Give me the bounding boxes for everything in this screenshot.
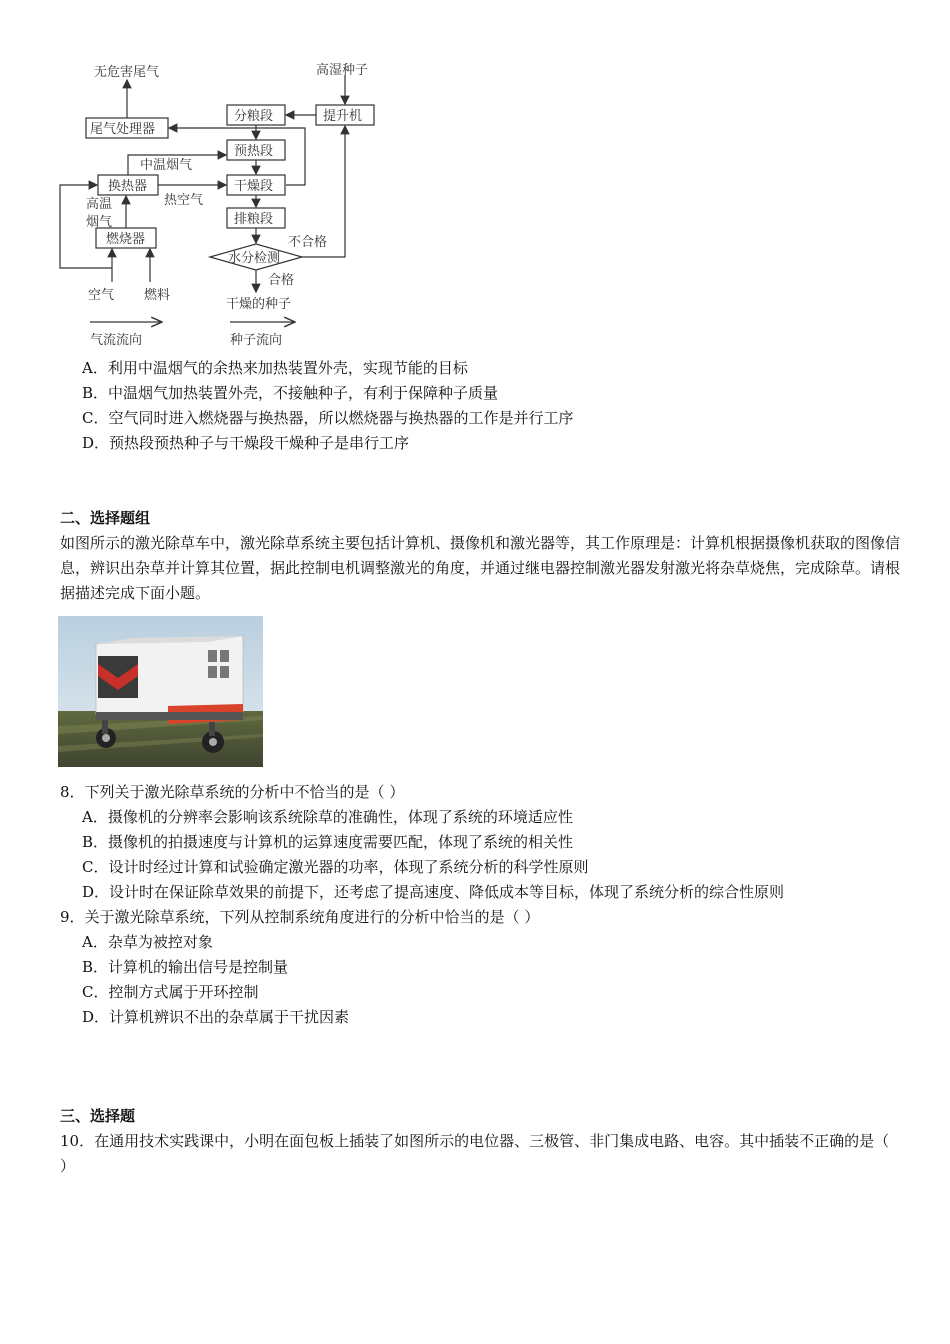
q7-option-c: C．空气同时进入燃烧器与换热器，所以燃烧器与换热器的工作是并行工序 xyxy=(82,409,574,427)
q7-option-d: D．预热段预热种子与干燥段干燥种子是串行工序 xyxy=(82,434,410,452)
label-air: 空气 xyxy=(88,288,115,303)
q9-stem: 9．关于激光除草系统，下列从控制系统角度进行的分析中恰当的是（ ） xyxy=(60,908,540,926)
label-hot-air: 热空气 xyxy=(164,193,204,208)
box-burner: 燃烧器 xyxy=(106,232,146,247)
label-dry-seeds: 干燥的种子 xyxy=(226,297,292,312)
q7-option-b: B．中温烟气加热装置外壳，不接触种子，有利于保障种子质量 xyxy=(82,384,499,402)
legend-seed-flow: 种子流向 xyxy=(230,333,283,348)
q8-stem: 8．下列关于激光除草系统的分析中不恰当的是（ ） xyxy=(60,783,405,801)
legend-airflow: 气流流向 xyxy=(90,333,143,348)
section3-title: 三、选择题 xyxy=(60,1107,136,1125)
label-unqualified: 不合格 xyxy=(288,235,328,250)
q9-option-d: D．计算机辨识不出的杂草属于干扰因素 xyxy=(82,1008,350,1026)
label-fuel: 燃料 xyxy=(144,288,171,303)
q8-option-c: C．设计时经过计算和试验确定激光器的功率，体现了系统分析的科学性原则 xyxy=(82,858,589,876)
section2-title: 二、选择题组 xyxy=(60,509,151,527)
label-high-temp-2: 烟气 xyxy=(86,215,113,230)
drying-process-diagram xyxy=(50,60,390,355)
box-heat-exchanger: 换热器 xyxy=(108,179,148,194)
box-elevator: 提升机 xyxy=(323,109,363,124)
label-mid-temp-flue: 中温烟气 xyxy=(140,158,193,173)
label-qualified: 合格 xyxy=(268,273,295,288)
q9-option-a: A．杂草为被控对象 xyxy=(82,933,213,951)
box-preheat: 预热段 xyxy=(234,144,274,159)
section2-intro: 如图所示的激光除草车中，激光除草系统主要包括计算机、摄像机和激光器等，其工作原理是：计算机根据摄像机获取的图像信息，辨识出杂草并计算其位置，据此控制电机调整激光的角度，并通过继电器控制激光器发射激光将杂草烧焦，完成除草。请根据描述完成下面小题。 xyxy=(60,534,901,602)
q10-stem: 10．在通用技术实践课中，小明在面包板上插装了如图所示的电位器、三极管、非门集成电路、电容。其中插装不正确的是（ ） xyxy=(60,1132,890,1175)
q8-option-a: A．摄像机的分辨率会影响该系统除草的准确性，体现了系统的环境适应性 xyxy=(82,808,573,826)
q8-option-d: D．设计时在保证除草效果的前提下，还考虑了提高速度、降低成本等目标，体现了系统分析的综合性原则 xyxy=(82,883,785,901)
q8-option-b: B．摄像机的拍摄速度与计算机的运算速度需要匹配，体现了系统的相关性 xyxy=(82,833,574,851)
laser-weeding-vehicle-photo xyxy=(58,616,263,767)
box-grain-divider: 分粮段 xyxy=(234,109,274,124)
diagram-label-harmless-tail-gas: 无危害尾气 xyxy=(94,65,160,80)
box-discharge: 排粮段 xyxy=(234,212,274,227)
q9-option-b: B．计算机的输出信号是控制量 xyxy=(82,958,289,976)
box-drying: 干燥段 xyxy=(234,179,274,194)
label-high-temp-1: 高温 xyxy=(86,197,113,212)
q7-option-a: A．利用中温烟气的余热来加热装置外壳，实现节能的目标 xyxy=(82,359,468,377)
box-moisture-check: 水分检测 xyxy=(228,251,281,266)
diagram-label-high-moisture-seeds: 高湿种子 xyxy=(316,63,369,78)
box-tail-gas-processor: 尾气处理器 xyxy=(90,122,156,137)
q9-option-c: C．控制方式属于开环控制 xyxy=(82,983,259,1001)
